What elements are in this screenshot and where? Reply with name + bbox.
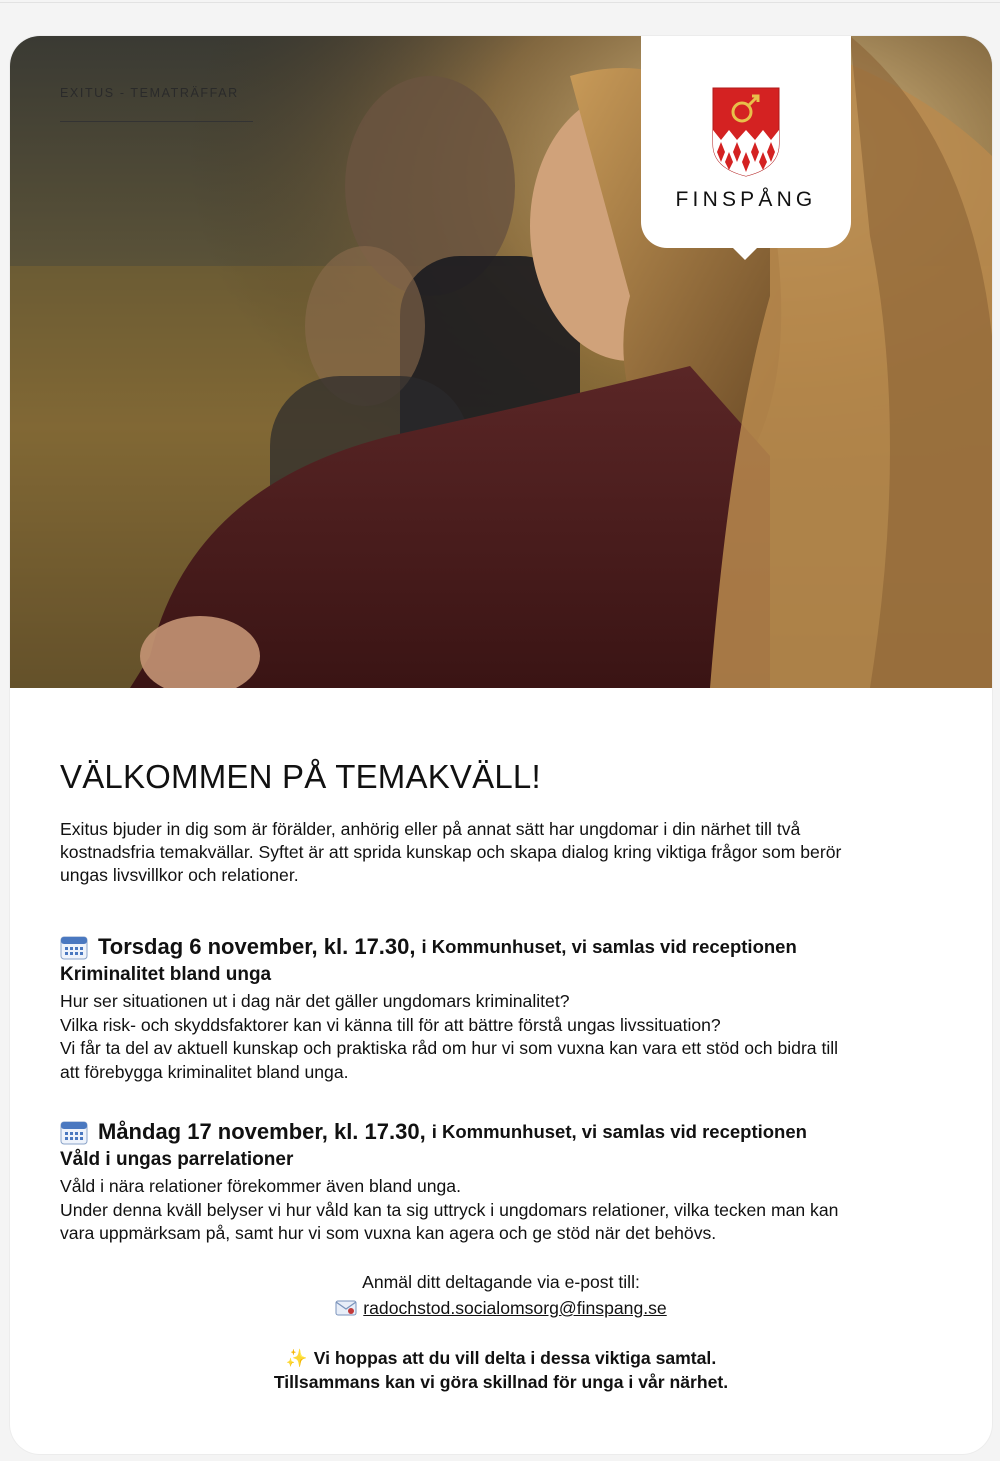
calendar-icon: [60, 1119, 88, 1145]
event-line: Våld i nära relationer förekommer även bland unga.: [60, 1176, 461, 1196]
finspang-coat-of-arms-icon: [711, 86, 781, 178]
intro-line: Exitus bjuder in dig som är förälder, anhörig eller på annat sätt har ungdomar i din närhet till två: [60, 819, 801, 839]
hero-photo: [10, 36, 992, 688]
calendar-icon: [60, 934, 88, 960]
intro-line: kostnadsfria temakvällar. Syftet är att sprida kunskap och skapa dialog kring viktiga frågor som berör: [60, 842, 842, 862]
event-line: Hur ser situationen ut i dag när det gäller ungdomars kriminalitet?: [60, 991, 570, 1011]
event-1-header: [60, 934, 960, 960]
page-title: VÄLKOMMEN PÅ TEMAKVÄLL!: [60, 758, 541, 795]
closing-line-2: Tillsammans kan vi göra skillnad för unga i vår närhet.: [273, 1372, 729, 1392]
event-title: Våld i ungas parrelationer: [60, 1149, 294, 1170]
event-line: vara uppmärksam på, samt hur vi som vuxna kan agera och ge stöd när det behövs.: [60, 1223, 717, 1243]
event-date: Torsdag 6 november, kl. 17.30,: [98, 934, 416, 959]
event-title: Kriminalitet bland unga: [60, 964, 272, 985]
event-line: Vi får ta del av aktuell kunskap och praktiska råd om hur vi som vuxna kan vara ett stöd och bidra till: [60, 1038, 839, 1058]
logo-card: [641, 36, 851, 248]
event-2: [60, 1119, 960, 1246]
signup-email-row: [10, 1298, 992, 1319]
sparkle-icon: ✨: [285, 1348, 308, 1368]
event-1: [60, 934, 960, 1084]
event-2-header: [60, 1119, 960, 1145]
closing-text-1: Vi hoppas att du vill delta i dessa viktiga samtal.: [313, 1348, 717, 1368]
envelope-icon: [335, 1300, 357, 1316]
event-description: [60, 1175, 960, 1246]
tagline: EXITUS - TEMATRÄFFAR: [60, 86, 239, 100]
logo-notch: [731, 246, 759, 260]
event-date: Måndag 17 november, kl. 17.30,: [98, 1119, 426, 1144]
event-line: Vilka risk- och skyddsfaktorer kan vi känna till för att bättre förstå ungas livssituation?: [60, 1014, 721, 1035]
signup-email-link[interactable]: radochstod.socialomsorg@finspang.se: [363, 1298, 667, 1318]
logo-wordmark: FINSPÅNG: [675, 188, 817, 211]
tagline-underline: [60, 121, 253, 122]
signup-text: Anmäl ditt deltagande via e-post till:: [362, 1272, 640, 1292]
intro-paragraph: [60, 818, 940, 887]
event-description: [60, 990, 960, 1084]
intro-line: ungas livsvillkor och relationer.: [60, 865, 299, 885]
event-line: Under denna kväll belyser vi hur våld kan ta sig uttryck i ungdomars relationer, vilka tecken man kan: [60, 1199, 839, 1220]
event-line: att förebygga kriminalitet bland unga.: [60, 1061, 349, 1082]
event-place: i Kommunhuset, vi samlas vid receptionen: [431, 1121, 807, 1142]
flyer-card: [10, 36, 992, 1454]
event-place: i Kommunhuset, vi samlas vid receptionen: [421, 936, 797, 957]
closing-line-1: [10, 1346, 992, 1370]
top-divider: [0, 2, 1000, 3]
